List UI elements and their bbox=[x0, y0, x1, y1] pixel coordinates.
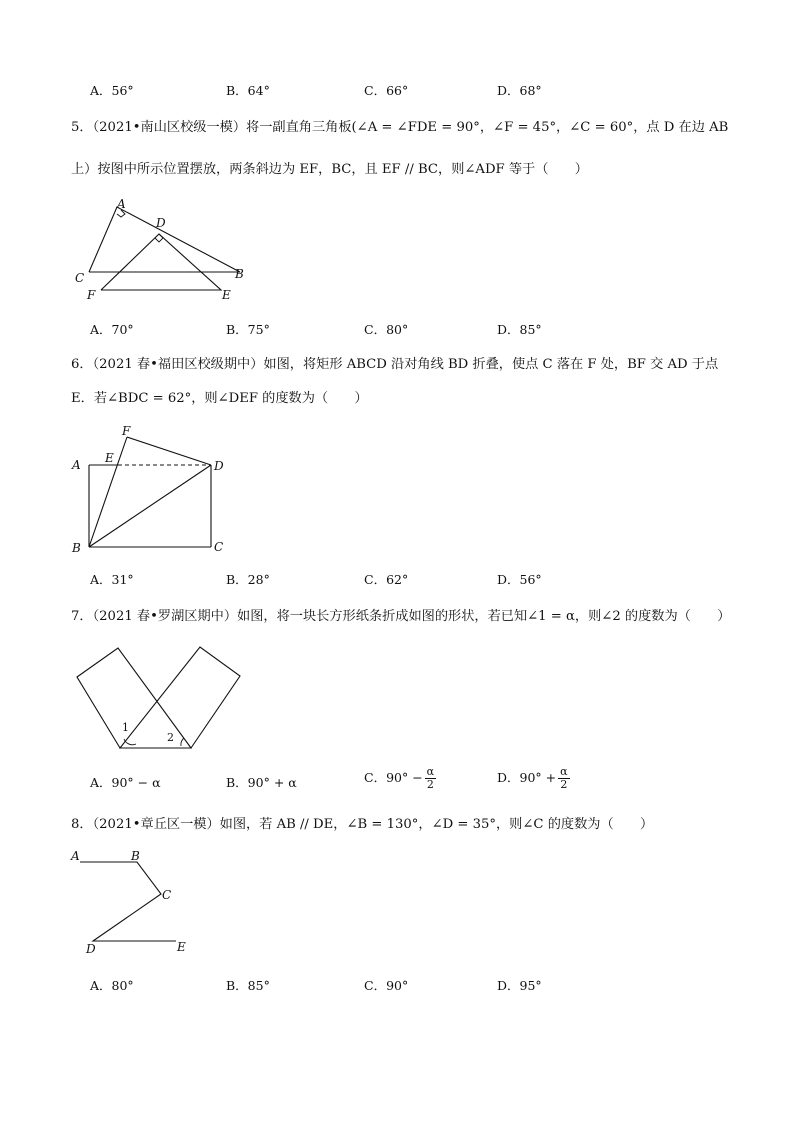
q6-label-a: A bbox=[72, 458, 81, 472]
q8-stem-line1: 8．（2021•章丘区一模）如图，若 AB // DE，∠B = 130°，∠D = 35°，则∠C 的度数为（ ） bbox=[71, 817, 654, 832]
q7-option-d-numerator: α bbox=[560, 765, 568, 778]
q4-option-b: B．64° bbox=[226, 83, 270, 98]
q7-label-1: 1 bbox=[122, 721, 129, 734]
q7-option-d-prefix: D．90° + bbox=[497, 770, 557, 785]
q8-option-b: B．85° bbox=[226, 978, 270, 993]
q8-label-a: A bbox=[71, 849, 80, 863]
q5-option-b: B．75° bbox=[226, 322, 270, 337]
q7-option-c-denominator: 2 bbox=[426, 778, 434, 791]
q8-option-d: D．95° bbox=[497, 978, 542, 993]
q8-option-c: C．90° bbox=[364, 978, 409, 993]
q7-option-d-denominator: 2 bbox=[560, 778, 568, 791]
q6-option-b: B．28° bbox=[226, 572, 270, 587]
q7-option-a: A．90° − α bbox=[90, 775, 161, 790]
q5-option-c: C．80° bbox=[364, 322, 409, 337]
q7-option-c-numerator: α bbox=[426, 765, 435, 778]
q8-label-d: D bbox=[86, 942, 96, 956]
q4-option-d: D．68° bbox=[497, 83, 542, 98]
q5-stem-line1: 5．（2021•南山区校级一模）将一副直角三角板(∠A = ∠FDE = 90°，∠F = 45°，∠C = 60°，点 D 在边 AB bbox=[71, 120, 729, 135]
q6-stem-line1: 6．（2021 春•福田区校级期中）如图，将矩形 ABCD 沿对角线 BD 折叠，使点 C 落在 F 处，BF 交 AD 于点 bbox=[71, 357, 719, 372]
q8-label-c: C bbox=[162, 888, 172, 902]
q6-stem-line2: E．若∠BDC = 62°，则∠DEF 的度数为（ ） bbox=[71, 391, 368, 406]
q5-label-a: A bbox=[117, 197, 126, 211]
q6-label-d: D bbox=[214, 459, 224, 473]
q6-label-f: F bbox=[122, 424, 131, 438]
q8-option-a: A．80° bbox=[90, 978, 134, 993]
q5-label-d: D bbox=[156, 216, 166, 230]
q7-stem-line1: 7．（2021 春•罗湖区期中）如图，将一块长方形纸条折成如图的形状，若已知∠1 = α，则∠2 的度数为（ ） bbox=[71, 609, 731, 624]
q6-label-e: E bbox=[105, 451, 114, 465]
q6-option-a: A．31° bbox=[90, 572, 134, 587]
q7-option-c-prefix: C．90° − bbox=[364, 770, 423, 785]
q6-option-d: D．56° bbox=[497, 572, 542, 587]
q5-label-f: F bbox=[87, 288, 96, 302]
q8-label-b: B bbox=[131, 849, 140, 863]
q4-option-c: C．66° bbox=[364, 83, 409, 98]
q4-option-a: A．56° bbox=[90, 83, 134, 98]
q5-option-d: D．85° bbox=[497, 322, 542, 337]
q5-label-e: E bbox=[222, 288, 231, 302]
q7-label-2: 2 bbox=[167, 731, 174, 744]
q7-option-b: B．90° + α bbox=[226, 775, 297, 790]
q5-stem-line2: 上）按图中所示位置摆放，两条斜边为 EF，BC，且 EF // BC，则∠ADF 等于（ ） bbox=[71, 162, 588, 177]
q6-label-c: C bbox=[214, 540, 224, 554]
q5-option-a: A．70° bbox=[90, 322, 134, 337]
q8-label-e: E bbox=[177, 940, 186, 954]
q6-label-b: B bbox=[72, 541, 81, 555]
q5-label-b: B bbox=[235, 267, 244, 281]
q6-option-c: C．62° bbox=[364, 572, 409, 587]
q5-label-c: C bbox=[75, 271, 85, 285]
